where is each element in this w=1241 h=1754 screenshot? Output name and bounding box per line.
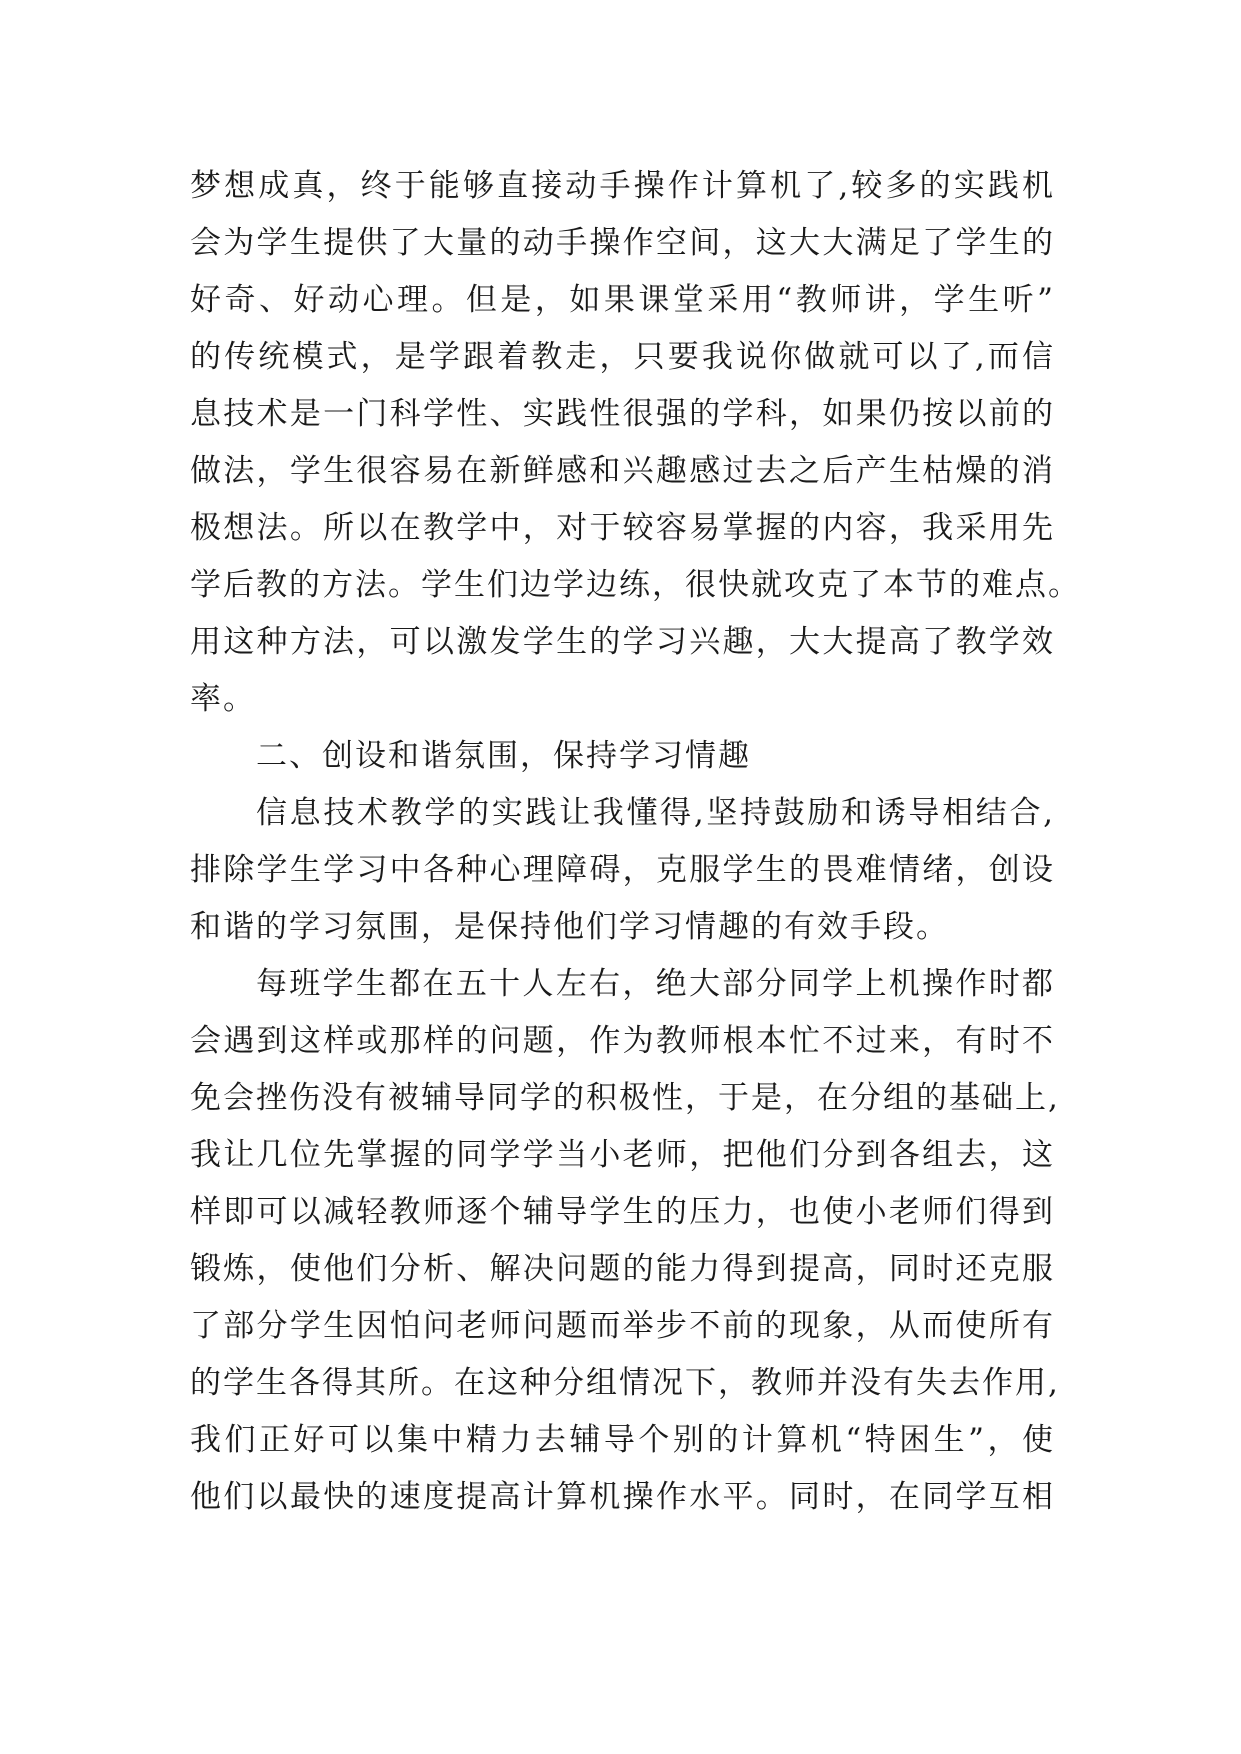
paragraph-1 [190,158,1081,728]
text-line: 他们以最快的速度提高计算机操作水平。同时，在同学互相 [190,1479,1055,1515]
text-line: 梦想成真，终于能够直接动手操作计算机了,较多的实践机 [190,168,1055,204]
text-line: 极想法。所以在教学中，对于较容易掌握的内容，我采用先 [190,510,1055,546]
text-line: 做法，学生很容易在新鲜感和兴趣感过去之后产生枯燥的消 [190,453,1055,489]
text-line: 会为学生提供了大量的动手操作空间，这大大满足了学生的 [190,225,1055,261]
text-line: 信息技术教学的实践让我懂得,坚持鼓励和诱导相结合, [256,795,1055,831]
text-line: 学后教的方法。学生们边学边练，很快就攻克了本节的难点。 [190,567,1081,603]
text-line: 了部分学生因怕问老师问题而举步不前的现象，从而使所有 [190,1308,1055,1344]
text-line: 息技术是一门科学性、实践性很强的学科，如果仍按以前的 [190,396,1055,432]
heading-text: 二、创设和谐氛围，保持学习情趣 [256,738,751,774]
text-line: 用这种方法，可以激发学生的学习兴趣，大大提高了教学效 [190,624,1055,660]
text-line: 的传统模式，是学跟着教走，只要我说你做就可以了,而信 [190,339,1055,375]
text-line: 每班学生都在五十人左右，绝大部分同学上机操作时都 [256,966,1055,1002]
text-line: 样即可以减轻教师逐个辅导学生的压力，也使小老师们得到 [190,1194,1055,1230]
section-heading [190,728,1055,785]
text-line: 和谐的学习氛围，是保持他们学习情趣的有效手段。 [190,909,949,945]
paragraph-3 [190,956,1060,1526]
paragraph-2 [190,785,1055,956]
text-line: 会遇到这样或那样的问题，作为教师根本忙不过来，有时不 [190,1023,1055,1059]
text-line: 好奇、好动心理。但是，如果课堂采用“教师讲，学生听” [190,282,1055,318]
text-line: 免会挫伤没有被辅导同学的积极性，于是，在分组的基础上, [190,1080,1060,1116]
text-line: 的学生各得其所。在这种分组情况下，教师并没有失去作用, [190,1365,1060,1401]
text-line: 排除学生学习中各种心理障碍，克服学生的畏难情绪，创设 [190,852,1055,888]
text-line: 锻炼，使他们分析、解决问题的能力得到提高，同时还克服 [190,1251,1055,1287]
text-line: 我让几位先掌握的同学学当小老师，把他们分到各组去，这 [190,1137,1055,1173]
text-line: 我们正好可以集中精力去辅导个别的计算机“特困生”，使 [190,1422,1055,1458]
document-body [190,158,1081,1526]
text-line: 率。 [190,681,256,717]
